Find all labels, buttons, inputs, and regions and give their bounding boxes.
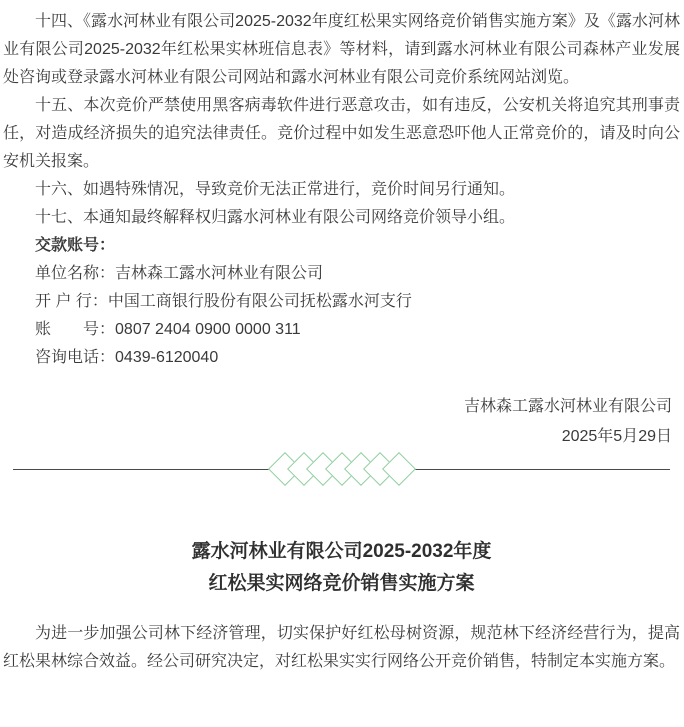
signature-company: 吉林森工露水河林业有限公司 [463, 398, 672, 415]
payment-value: 0439-6120040 [115, 349, 219, 366]
signature-block [3, 392, 680, 452]
notice-paragraph-15: 十五、本次竞价严禁使用黑客病毒软件进行恶意攻击，如有违反，公安机关将追究其刑事责任，对造成经济损失的追究法律责任。竞价过程中如发生恶意恐吓他人正常竞价的，请及时向公安机关报案。 [3, 97, 680, 170]
divider-diamond-ornament [273, 457, 411, 481]
payment-line-bank [3, 288, 680, 316]
section-divider [9, 452, 674, 486]
diamond-icon [382, 452, 416, 486]
payment-label: 开 户 行： [35, 293, 108, 310]
notice-paragraph-17: 十七、本通知最终解释权归露水河林业有限公司网络竞价领导小组。 [35, 209, 516, 226]
payment-label: 咨询电话： [35, 349, 116, 366]
payment-value: 0807 2404 0900 0000 311 [115, 321, 301, 338]
attachment-title-line-1: 露水河林业有限公司2025-2032年度 [191, 541, 492, 562]
notice-body [3, 8, 680, 372]
attachment-title-line-2: 红松果实网络竞价销售实施方案 [208, 573, 475, 594]
payment-value: 吉林森工露水河林业有限公司 [115, 265, 324, 282]
payment-label: 账 号： [35, 321, 116, 338]
payment-account-heading: 交款账号： [35, 237, 116, 254]
attachment-intro-paragraph: 为进一步加强公司林下经济管理，切实保护好红松母树资源，规范林下经济经营行为，提高红松果林综合效益。经公司研究决定，对红松果实实行网络公开竞价销售，特制定本实施方案。 [3, 625, 680, 670]
payment-line-account-number [3, 316, 680, 344]
payment-line-company [3, 260, 680, 288]
payment-value: 中国工商银行股份有限公司抚松露水河支行 [107, 293, 412, 310]
attachment-title [3, 536, 680, 600]
payment-line-phone [3, 344, 680, 372]
notice-paragraph-14: 十四、《露水河林业有限公司2025-2032年度红松果实网络竞价销售实施方案》及《露水河林业有限公司2025-2032年红松果实林班信息表》等材料，请到露水河林业有限公司森林产业发展处咨询或登录露水河林业有限公司网站和露水河林业有限公司竞价系统网站浏览。 [3, 13, 680, 86]
notice-paragraph-16: 十六、如遇特殊情况，导致竞价无法正常进行，竞价时间另行通知。 [35, 181, 516, 198]
payment-label: 单位名称： [35, 265, 116, 282]
attachment-body [3, 620, 680, 676]
signature-date: 2025年5月29日 [561, 428, 672, 445]
